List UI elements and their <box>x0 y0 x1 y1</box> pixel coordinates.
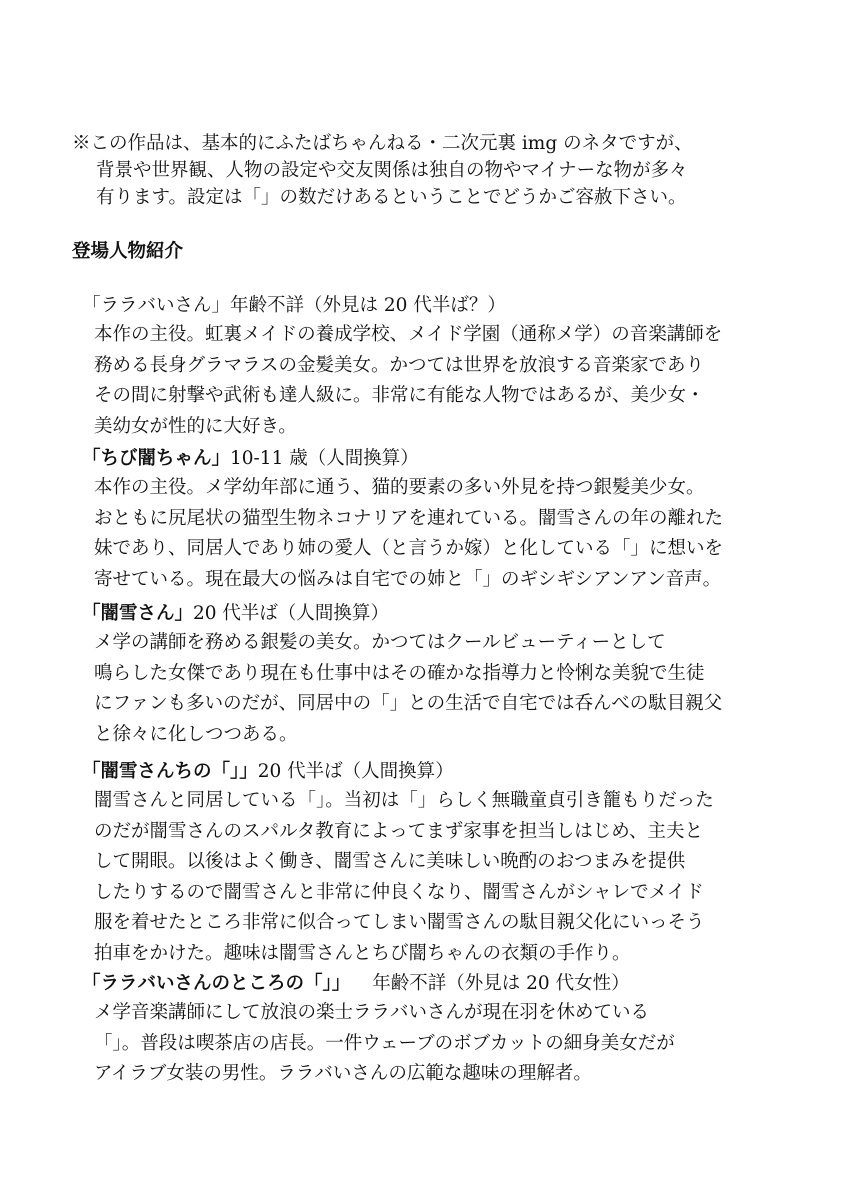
character-entry-lalabai-toshiaki <box>82 970 802 1090</box>
character-name: 「ちび闇ちゃん」 <box>82 448 231 469</box>
character-heading <box>82 758 802 786</box>
description-line: 寄せている。現在最大の悩みは自宅での姉と「」のギシギシアンアン音声。 <box>94 568 722 590</box>
character-entry-yamiyuki-toshiaki <box>82 758 802 969</box>
description-line: にファンも多いのだが、同居中の「」との生活で自宅では呑んべの駄目親父 <box>94 693 723 714</box>
description-line: 「」。普段は喫茶店の店長。一件ウェーブのボブカットの細身美女だが <box>94 1032 675 1054</box>
character-age: 年齢不詳（外見は 20 代半ば？） <box>230 295 506 316</box>
character-name: 「ララバいさんのところの「」」 <box>82 973 351 994</box>
description-line: 美幼女が性的に大好き。 <box>94 415 297 437</box>
description-line: 鳴らした女傑であり現在も仕事中はその確かな指導力と怜悧な美貌で生徒 <box>94 662 705 684</box>
character-heading <box>82 970 802 998</box>
description-line: 務める長身グラマラスの金髪美女。かつては世界を放浪する音楽家であり <box>94 354 704 376</box>
character-age: 20 代半ば（人間換算） <box>257 761 454 782</box>
character-entry-lalabai <box>82 292 802 442</box>
description-line: 本作の主役。虹裏メイドの養成学校、メイド学園（通称メ学）の音楽講師を <box>94 324 723 345</box>
description-line: 服を着せたところ非常に似合ってしまい闇雪さんの駄目親父化にいっそう <box>94 912 705 933</box>
description-line: 本作の主役。メ学幼年部に通う、猫的要素の多い外見を持つ銀髪美少女。 <box>94 477 705 498</box>
character-age: 20 代半ば（人間換算） <box>193 603 389 624</box>
character-description <box>82 998 802 1090</box>
character-description <box>82 473 802 595</box>
description-line: 妹であり、同居人であり姉の愛人（と言うか嫁）と化している「」に想いを <box>94 538 724 559</box>
description-line: と徐々に化しつつある。 <box>94 723 298 745</box>
character-name: 「闇雪さん」 <box>82 603 194 624</box>
intro-line: ※この作品は、基本的にふたばちゃんねる・二次元裏 img のネタですが、 <box>72 133 693 154</box>
description-line: のだが闇雪さんのスパルタ教育によってまず家事を担当しはじめ、主夫と <box>94 820 704 842</box>
description-line: したりするので闇雪さんと非常に仲良くなり、闇雪さんがシャレでメイド <box>94 881 704 903</box>
character-entry-chibi-yami <box>82 445 802 595</box>
character-age: 10-11 歳（人間換算） <box>230 448 419 469</box>
character-heading <box>82 292 802 320</box>
character-description <box>82 628 802 750</box>
description-line: おともに尻尾状の猫型生物ネコナリアを連れている。闇雪さんの年の離れた <box>94 507 724 529</box>
intro-line: 有ります。設定は「」の数だけあるということでどうかご容赦下さい。 <box>96 187 687 208</box>
character-age: 年齢不詳（外見は 20 代女性） <box>372 973 630 994</box>
character-name: 「闇雪さんちの「」」 <box>82 761 258 782</box>
character-entry-yamiyuki <box>82 600 802 750</box>
character-name: 「ララバいさん」 <box>82 295 231 316</box>
description-line: メ学の講師を務める銀髪の美女。かつてはクールビューティーとして <box>94 632 666 653</box>
description-line: その間に射撃や武術も達人級に。非常に有能な人物ではあるが、美少女・ <box>94 385 705 406</box>
character-description <box>82 320 802 442</box>
description-line: メ学音楽講師にして放浪の楽士ララバいさんが現在羽を休めている <box>94 1002 650 1023</box>
description-line: 闇雪さんと同居している「」。当初は「」らしく無職童貞引き籠もりだった <box>94 790 714 811</box>
description-line: して開眼。以後はよく働き、闇雪さんに美味しい晩酌のおつまみを提供 <box>94 851 686 872</box>
description-line: アイラブ女装の男性。ララバいさんの広範な趣味の理解者。 <box>94 1063 592 1084</box>
intro-line: 背景や世界観、人物の設定や交友関係は独自の物やマイナーな物が多々 <box>96 160 688 181</box>
character-heading <box>82 600 802 628</box>
description-line: 拍車をかけた。趣味は闇雪さんとちび闇ちゃんの衣類の手作り。 <box>94 942 631 964</box>
character-description <box>82 786 802 969</box>
intro-note <box>72 130 792 211</box>
section-title: 登場人物紹介 <box>72 241 184 262</box>
character-heading <box>82 445 802 473</box>
